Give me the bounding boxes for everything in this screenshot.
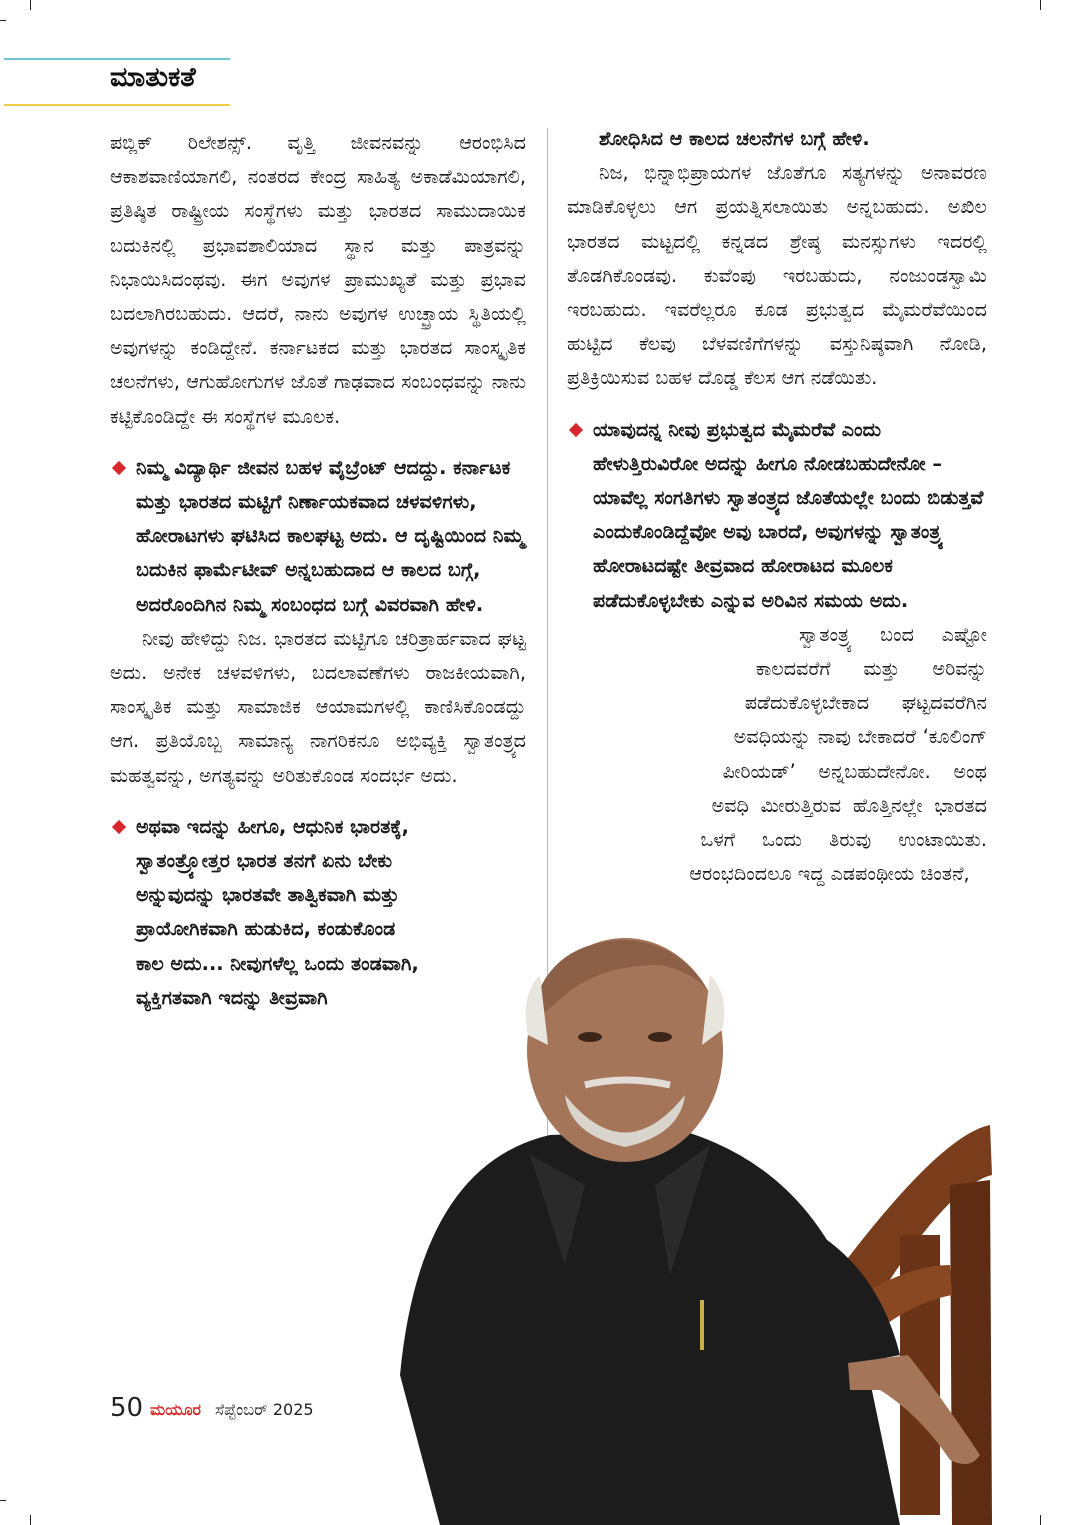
head	[526, 938, 725, 1162]
section-rule-bottom	[4, 104, 230, 106]
issue-date: ಸೆಪ್ಟೆಂಬರ್ 2025	[215, 1400, 314, 1419]
question-text: ಅಥವಾ ಇದನ್ನು ಹೀಗೂ, ಆಧುನಿಕ ಭಾರತಕ್ಕೆ, ಸ್ವಾತಂತ್ರ್ಯೋತ್ತರ ಭಾರತ ತನಗೆ ಏನು ಬೇಕು ಅನ್ನುವುದನ್ನು ಭಾರತವೇ ತಾತ್ವಿಕವಾಗಿ ಮತ್ತು ಪ್ರಾಯೋಗಿಕವಾಗಿ ಹುಡುಕಿದ, ಕಂಡುಕೊಂಡ ಕಾಲ ಅದು... ನೀವುಗಳೆಲ್ಲ ಒಂದು ತಂಡವಾಗಿ, ವ್ಯಕ್ತಿಗತವಾಗಿ ಇದನ್ನು ತೀವ್ರವಾಗಿ	[136, 814, 419, 1009]
question-end: ಶೋಧಿಸಿದ ಆ ಕಾಲದ ಚಲನೆಗಳ ಬಗ್ಗೆ ಹೇಳಿ.	[599, 127, 870, 150]
wrapped-paragraph	[567, 618, 987, 892]
paragraph: ನಿಜ, ಭಿನ್ನಾಭಿಪ್ರಾಯಗಳ ಜೊತೆಗೂ ಸತ್ಯಗಳನ್ನು ಅನಾವರಣ ಮಾಡಿಕೊಳ್ಳಲು ಆಗ ಪ್ರಯತ್ನಿಸಲಾಯಿತು ಅನ್ನಬಹುದು. ಅಖಿಲ ಭಾರತದ ಮಟ್ಟದಲ್ಲಿ ಕನ್ನಡದ ಶ್ರೇಷ್ಠ ಮನಸ್ಸುಗಳು ಇದರಲ್ಲಿ ತೊಡಗಿಕೊಂಡವು. ಕುವೆಂಪು ಇರಬಹುದು, ನಂಜುಂಡಸ್ವಾಮಿ ಇರಬಹುದು. ಇವರೆಲ್ಲರೂ ಕೂಡ ಪ್ರಭುತ್ವದ ಮೈಮರೆವೆಯಿಂದ ಹುಟ್ಟಿದ ಕೆಲವು ಬೆಳವಣಿಗೆಗಳನ್ನು ವಸ್ತುನಿಷ್ಠವಾಗಿ ನೋಡಿ, ಪ್ರತಿಕ್ರಿಯಿಸುವ ಬಹಳ ದೊಡ್ಡ ಕೆಲಸ ಆಗ ನಡೆಯಿತು.	[567, 161, 987, 390]
bullet-diamond-icon	[569, 423, 583, 437]
crop-mark	[0, 20, 6, 21]
crop-mark	[1040, 1515, 1041, 1525]
question-text: ನಿಮ್ಮ ವಿದ್ಯಾರ್ಥಿ ಜೀವನ ಬಹಳ ವೈಬ್ರೆಂಟ್ ಆದದ್ದು. ಕರ್ನಾಟಕ ಮತ್ತು ಭಾರತದ ಮಟ್ಟಿಗೆ ನಿರ್ಣಾಯಕವಾದ ಚಳವಳಿಗಳು, ಹೋರಾಟಗಳು ಘಟಿಸಿದ ಕಾಲಘಟ್ಟ ಅದು. ಆ ದೃಷ್ಟಿಯಿಂದ ನಿಮ್ಮ ಬದುಕಿನ ಫಾರ್ಮೆಟೀವ್ ಅನ್ನಬಹುದಾದ ಆ ಕಾಲದ ಬಗ್ಗೆ, ಅದರೊಂದಿಗಿನ ನಿಮ್ಮ ಸಂಬಂಧದ ಬಗ್ಗೆ ವಿವರವಾಗಿ ಹೇಳಿ.	[136, 455, 525, 616]
left-column	[110, 126, 526, 1015]
question	[567, 413, 987, 618]
magazine-name: ಮಯೂರ	[150, 1400, 202, 1419]
crop-mark	[1040, 0, 1041, 10]
question	[110, 810, 426, 1015]
question	[110, 451, 526, 622]
crop-mark	[30, 1515, 31, 1525]
paragraph: ಸ್ವಾತಂತ್ರ್ಯ ಬಂದ ಎಷ್ಟೋ ಕಾಲದವರೆಗೆ ಮತ್ತು ಅರಿವನ್ನು ಪಡೆದುಕೊಳ್ಳಬೇಕಾದ ಘಟ್ಟದವರೆಗಿನ ಅವಧಿಯನ್ನು ನಾವು ಬೇಕಾದರೆ ‘ಕೂಲಿಂಗ್ ಪೀರಿಯಡ್’ ಅನ್ನಬಹುದೇನೋ. ಅಂಥ ಅವಧಿ ಮೀರುತ್ತಿರುವ ಹೊತ್ತಿನಲ್ಲೇ ಭಾರತದ ಒಳಗೆ ಒಂದು ತಿರುವು ಉಂಟಾಯಿತು. ಆರಂಭದಿಂದಲೂ ಇದ್ದ ಎಡಪಂಥೀಯ ಚಿಂತನೆ,	[689, 622, 987, 886]
crop-mark	[0, 1500, 6, 1501]
portrait-photo	[380, 935, 992, 1525]
question-text: ಯಾವುದನ್ನ ನೀವು ಪ್ರಭುತ್ವದ ಮೈಮರೆವೆ ಎಂದು ಹೇಳುತ್ತಿರುವಿರೋ ಅದನ್ನು ಹೀಗೂ ನೋಡಬಹುದೇನೋ – ಯಾವೆಲ್ಲ ಸಂಗತಿಗಳು ಸ್ವಾತಂತ್ರ್ಯದ ಜೊತೆಯಲ್ಲೇ ಬಂದು ಬಿಡುತ್ತವೆ ಎಂದುಕೊಂಡಿದ್ದೆವೋ ಅವು ಬಾರದೆ, ಅವುಗಳನ್ನು ಸ್ವಾತಂತ್ರ್ಯ ಹೋರಾಟದಷ್ಟೇ ತೀವ್ರವಾದ ಹೋರಾಟದ ಮೂಲಕ ಪಡೆದುಕೊಳ್ಳಬೇಕು ಎನ್ನುವ ಅರಿವಿನ ಸಮಯ ಅದು.	[593, 417, 984, 612]
section-rule-top	[4, 58, 230, 60]
black-shirt	[400, 1130, 900, 1525]
bullet-diamond-icon	[112, 820, 126, 834]
crop-mark	[30, 0, 31, 10]
paragraph: ಪಬ್ಲಿಕ್ ರಿಲೇಶನ್ಸ್. ವೃತ್ತಿ ಜೀವನವನ್ನು ಆರಂಭಿಸಿದ ಆಕಾಶವಾಣಿಯಾಗಲಿ, ನಂತರದ ಕೇಂದ್ರ ಸಾಹಿತ್ಯ ಅಕಾಡೆಮಿಯಾಗಲಿ, ಪ್ರತಿಷ್ಠಿತ ರಾಷ್ಟ್ರೀಯ ಸಂಸ್ಥೆಗಳು ಮತ್ತು ಭಾರತದ ಸಾಮುದಾಯಿಕ ಬದುಕಿನಲ್ಲಿ ಪ್ರಭಾವಶಾಲಿಯಾದ ಸ್ಥಾನ ಮತ್ತು ಪಾತ್ರವನ್ನು ನಿಭಾಯಿಸಿದಂಥವು. ಈಗ ಅವುಗಳ ಪ್ರಾಮುಖ್ಯತೆ ಮತ್ತು ಪ್ರಭಾವ ಬದಲಾಗಿರಬಹುದು. ಆದರೆ, ನಾನು ಅವುಗಳ ಉಚ್ಛ್ರಾಯ ಸ್ಥಿತಿಯಲ್ಲಿ ಅವುಗಳನ್ನು ಕಂಡಿದ್ದೇನೆ. ಕರ್ನಾಟಕದ ಮತ್ತು ಭಾರತದ ಸಾಂಸ್ಕೃತಿಕ ಚಲನೆಗಳು, ಆಗುಹೋಗುಗಳ ಜೊತೆ ಗಾಢವಾದ ಸಂಬಂಧವನ್ನು ನಾನು ಕಟ್ಟಿಕೊಂಡಿದ್ದೇ ಈ ಸಂಸ್ಥೆಗಳ ಮೂಲಕ.	[110, 131, 526, 428]
right-column	[567, 122, 987, 1050]
bullet-diamond-icon	[112, 461, 126, 475]
section-title: ಮಾತುಕತೆ	[110, 62, 196, 93]
paragraph: ನೀವು ಹೇಳಿದ್ದು ನಿಜ. ಭಾರತದ ಮಟ್ಟಿಗೂ ಚರಿತ್ರಾರ್ಹವಾದ ಘಟ್ಟ ಅದು. ಅನೇಕ ಚಳವಳಿಗಳು, ಬದಲಾವಣೆಗಳು ರಾಜಕೀಯವಾಗಿ, ಸಾಂಸ್ಕೃತಿಕ ಮತ್ತು ಸಾಮಾಜಿಕ ಆಯಾಮಗಳಲ್ಲಿ ಕಾಣಿಸಿಕೊಂಡದ್ದು ಆಗ. ಪ್ರತಿಯೊಬ್ಬ ಸಾಮಾನ್ಯ ನಾಗರಿಕನೂ ಅಭಿವ್ಯಕ್ತಿ ಸ್ವಾತಂತ್ರ್ಯದ ಮಹತ್ವವನ್ನು, ಅಗತ್ಯವನ್ನು ಅರಿತುಕೊಂಡ ಸಂದರ್ಭ ಅದು.	[110, 626, 526, 787]
page-number: 50	[110, 1393, 144, 1423]
